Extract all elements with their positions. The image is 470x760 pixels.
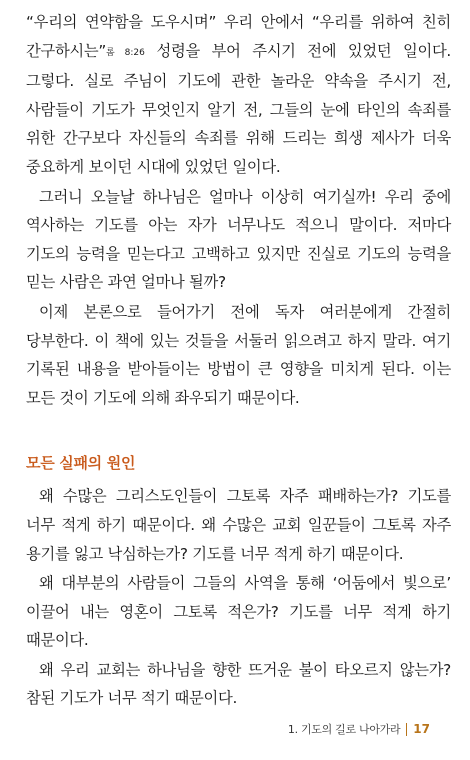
paragraph-text: 성령을 부어 주시기 전에 있었던 일이다. 그렇다. 실로 주님이 기도에 관한 놀라운 약속을 주시기 전, 사람들이 기도가 무엇인지 알기 전, 그들의 눈에 타인의 속죄를 위한 간구보다 자신들의 속죄를 위해 드리는 희생 제사가 더욱 중요하게 보이던 시대에 있었던 일이다.: [26, 41, 451, 176]
body-paragraph-1: [26, 8, 451, 182]
footer-divider: [406, 723, 407, 736]
page-content: [26, 8, 451, 713]
body-paragraph-3: 이제 본론으로 들어가기 전에 독자 여러분에게 간절히 당부한다. 이 책에 있는 것들을 서둘러 읽으려고 하지 말라. 여기 기록된 내용을 받아들이는 방법이 큰 영향을 미치게 된다. 이는 모든 것이 기도에 의해 좌우되기 때문이다.: [26, 302, 451, 407]
paragraph-text: “우리의 연약함을 도우시며” 우리 안에서 “우리를 위하여 친히 간구하시는”: [26, 13, 451, 60]
section-spacer: [26, 412, 451, 452]
scripture-reference: 롬 8:26: [106, 47, 145, 58]
section-paragraph-1: 왜 수많은 그리스도인들이 그토록 자주 패배하는가? 기도를 너무 적게 하기 때문이다. 왜 수많은 교회 일꾼들이 그토록 자주 용기를 잃고 낙심하는가? 기도를 너무 적게 하기 때문이다.: [26, 487, 451, 563]
page-number: 17: [413, 722, 430, 736]
body-paragraph-2: 그러니 오늘날 하나님은 얼마나 이상히 여기실까! 우리 중에 역사하는 기도를 아는 자가 너무나도 적으니 말이다. 저마다 기도의 능력을 믿는다고 고백하고 있지만 진실로 기도의 능력을 믿는 사람은 과연 얼마나 될까?: [26, 187, 451, 292]
section-heading: 모든 실패의 원인: [26, 454, 136, 473]
page-footer: [288, 721, 430, 737]
section-paragraph-2: 왜 대부분의 사람들이 그들의 사역을 통해 ‘어둠에서 빛으로’ 이끌어 내는 영혼이 그토록 적은가? 기도를 너무 적게 하기 때문이다.: [26, 574, 451, 650]
section-paragraph-3: 왜 우리 교회는 하나님을 향한 뜨거운 불이 타오르지 않는가? 참된 기도가 너무 적기 때문이다.: [26, 660, 451, 708]
chapter-title: 1. 기도의 길로 나아가라: [287, 723, 401, 736]
